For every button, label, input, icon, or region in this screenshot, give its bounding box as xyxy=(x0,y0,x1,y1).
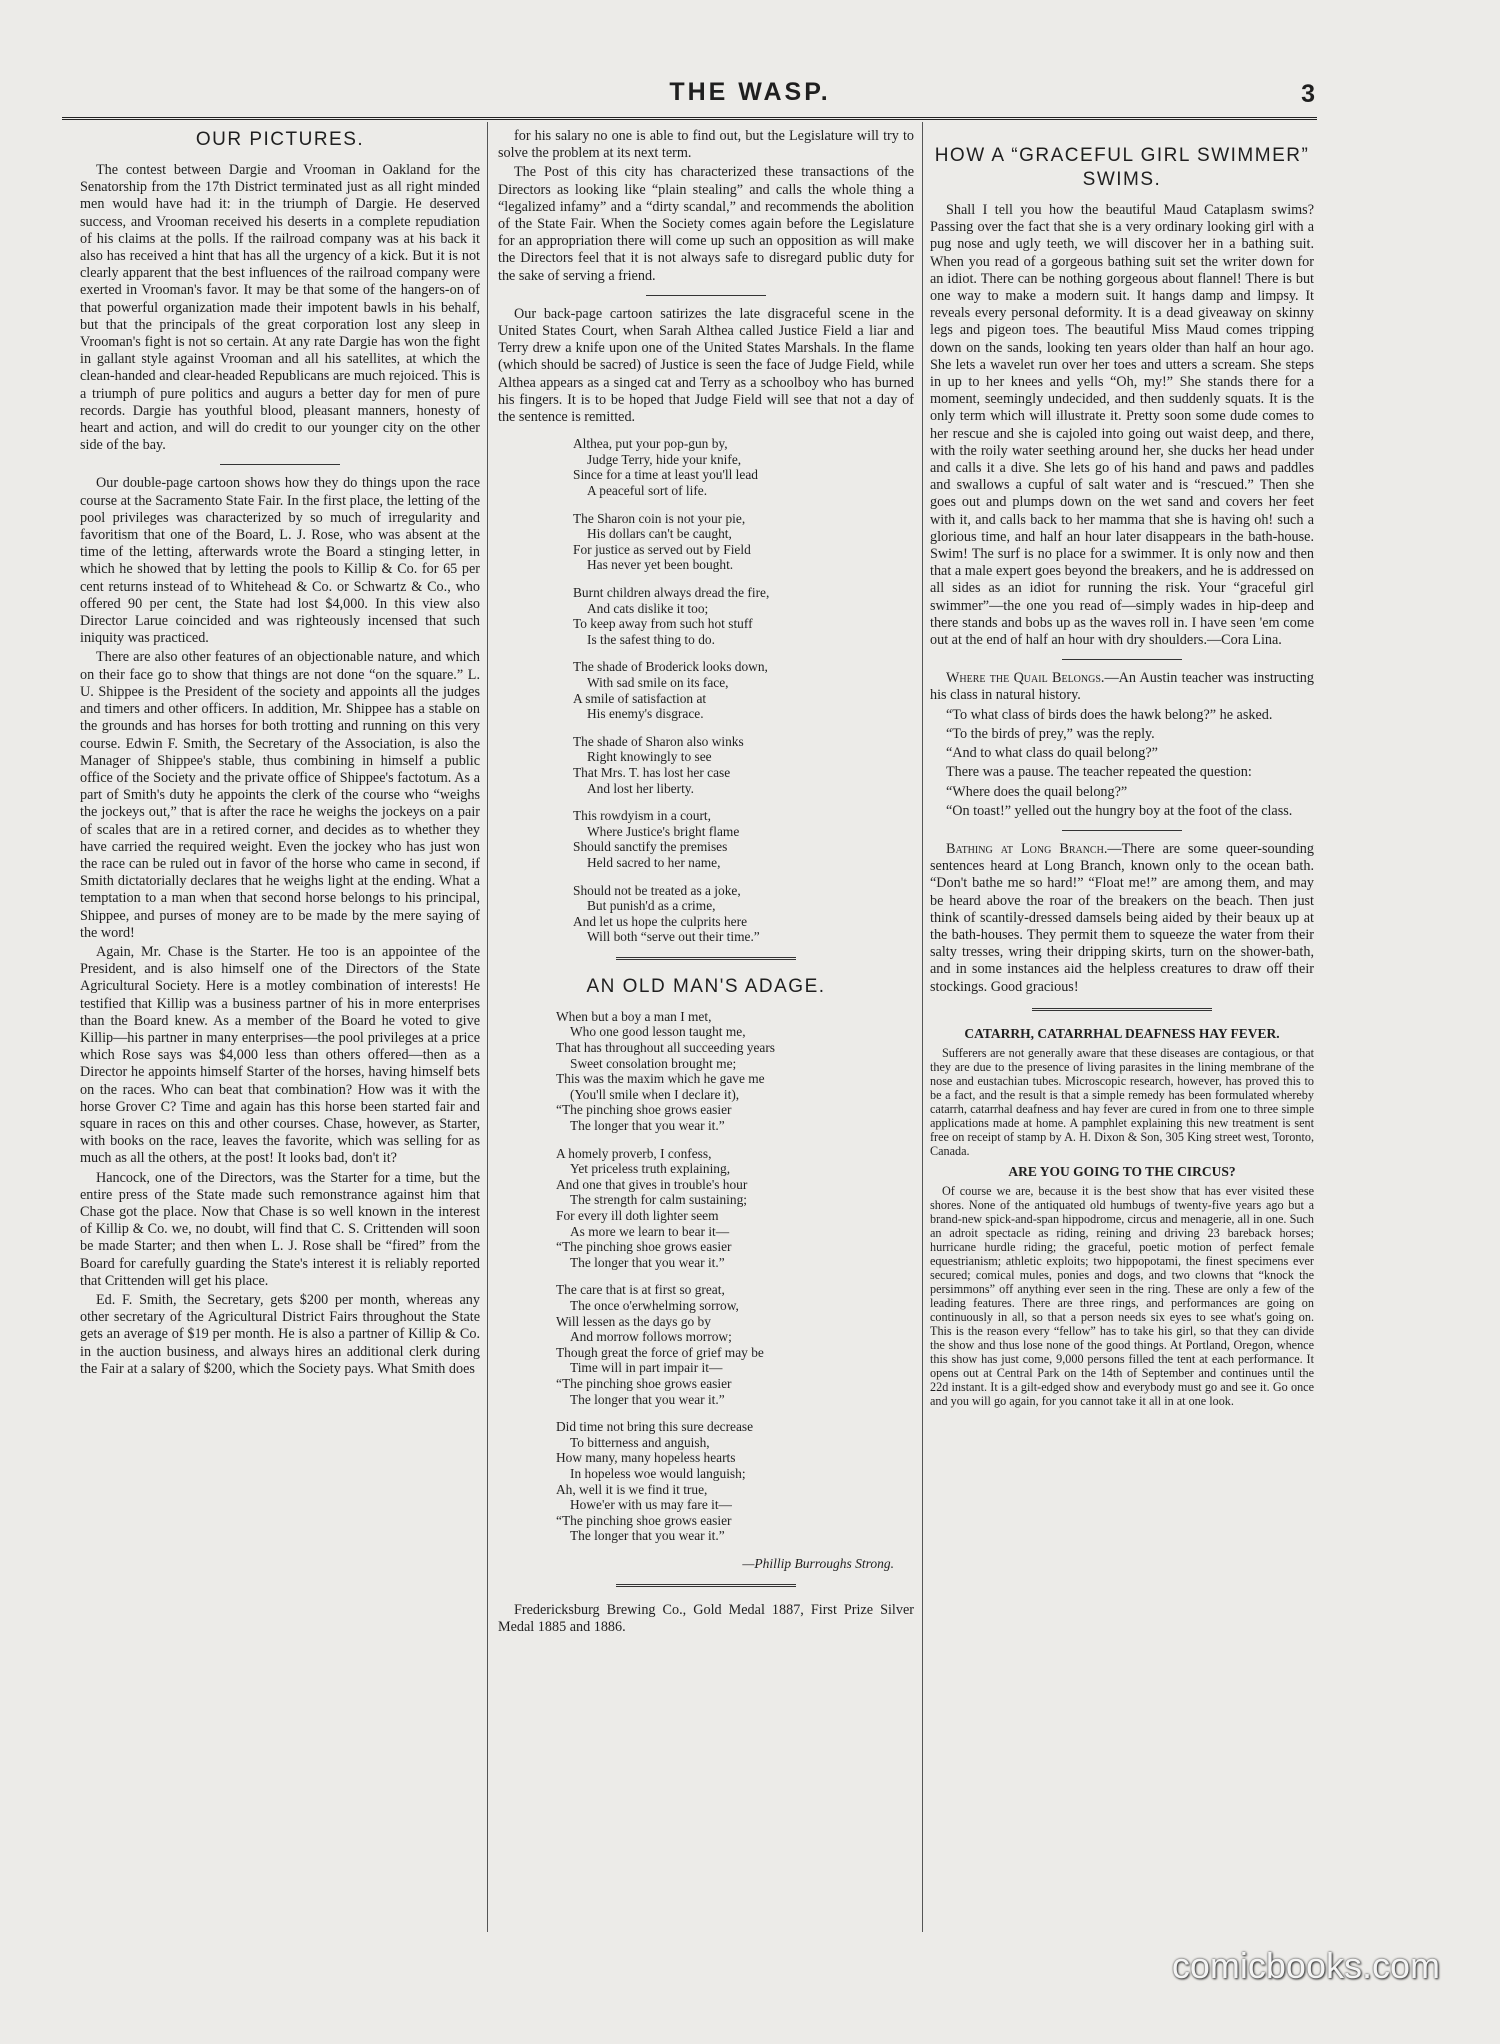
old-mans-adage-heading: AN OLD MAN'S ADAGE. xyxy=(586,975,826,997)
poem-stanza xyxy=(556,1146,914,1271)
poem-line: Should sanctify the premises xyxy=(573,839,728,855)
poem-line: Is the safest thing to do. xyxy=(587,631,715,647)
poem-line: Judge Terry, hide your knife, xyxy=(587,451,742,467)
section-divider xyxy=(1062,830,1182,831)
poem-stanza xyxy=(556,1009,914,1134)
poem-line: For justice as served out by Field xyxy=(573,541,751,557)
graceful-girl-swimmer-body xyxy=(930,202,1314,649)
quail-dialogue-line: “Where does the quail belong?” xyxy=(946,783,1128,800)
poem-stanza xyxy=(573,734,914,796)
poem-line: Has never yet been bought. xyxy=(587,557,734,573)
circus-ad-body: Of course we are, because it is the best show that has ever visited these shores. None of the antiquated old humbugs of twenty-five years ago but a brand-new spick-and-span hippodrome, circus and menagerie, all in one. Such an adroit spectacle as riding, reining and driving 23 bareback horses; hurricane hurdle riding; the graceful, poetic motion of perfect female equestrianism; athletic exploits; two hippopotami, the finest specimens ever secured; comical mules, ponies and dogs, and two clowns that “knock the persimmons” off anything ever seen in the ring. These are only a few of the leading features. There are three rings, and performances are going on continuously in all, so that a person needs six eyes to see what's going on. This is the reason every “fellow” has to take his girl, so that they can divide the show and thus lose none of the good things. At Portland, Oregon, whence this show has just come, 9,000 persons filled the tent at each performance. It opens out at Central Park on the 14th of September and continues until the 22d instant. It is a gilt-edged show and everybody must go and see it. Go once and you will go again, for you cannot take it all in at one look. xyxy=(930,1183,1314,1408)
poem-line: This rowdyism in a court, xyxy=(573,808,711,824)
poem-line: Will lessen as the days go by xyxy=(556,1313,711,1329)
our-pictures-body xyxy=(80,475,480,1378)
poem-line: Sweet consolation brought me; xyxy=(570,1055,737,1071)
poem-stanza xyxy=(573,883,914,945)
quail-dialogue-line: “To what class of birds does the hawk belong?” he asked. xyxy=(946,706,1273,723)
poem-line: Burnt children always dread the fire, xyxy=(573,585,770,600)
poem-line: The Sharon coin is not your pie, xyxy=(573,510,746,526)
old-mans-adage-poem xyxy=(498,1009,914,1544)
poem-stanza xyxy=(573,585,914,647)
poem-line: For every ill doth lighter seem xyxy=(556,1208,719,1223)
poem-line: A homely proverb, I confess, xyxy=(556,1145,712,1161)
poem-line: As more we learn to bear it— xyxy=(570,1223,730,1239)
poem-line: When but a boy a man I met, xyxy=(556,1008,712,1024)
bathing-item xyxy=(930,841,1314,996)
poem-line: Held sacred to her name, xyxy=(587,854,721,870)
poem-line: “The pinching shoe grows easier xyxy=(556,1512,732,1528)
column-rule-1 xyxy=(487,122,488,1932)
our-pictures-intro xyxy=(80,162,480,454)
poem-line: The strength for calm sustaining; xyxy=(570,1192,748,1208)
back-page-cartoon-paragraph xyxy=(498,306,914,426)
poem-line: (You'll smile when I declare it), xyxy=(570,1086,740,1102)
section-divider xyxy=(616,957,796,963)
poem-line: How many, many hopeless hearts xyxy=(556,1450,736,1466)
poem-line: That has throughout all succeeding years xyxy=(556,1040,776,1056)
column-rule-2 xyxy=(922,122,923,1932)
quail-dialogue-line: “To the birds of prey,” was the reply. xyxy=(946,725,1155,742)
poem-line: Will both “serve out their time.” xyxy=(587,929,760,945)
watermark: comicbooks.com xyxy=(1171,1945,1440,1986)
poem-line: And lost her liberty. xyxy=(587,780,694,796)
poem-line: With sad smile on its face, xyxy=(587,674,729,690)
quail-dialogue-line: “On toast!” yelled out the hungry boy at the foot of the class. xyxy=(946,802,1293,819)
poem-line: The longer that you wear it.” xyxy=(570,1254,725,1270)
quail-dialogue xyxy=(930,707,1314,820)
paragraph: There are also other features of an objectionable nature, and which on their face go to show that things are not done “on the square.” L. U. Shippee is the President of the society and appoints all the judges and timers and other officers. In addition, Mr. Shippee has a stable on the grounds and has horses for both trotting and running on this very course. Edwin F. Smith, the Secretary of the Association, is also the Manager of Shippee's stable, thus combining in himself a public office of the Society and the private office of Shippee's factotum. As a part of Smith's duty he appoints the clerk of the course who “weighs the jockeys out,” that is after the race he weighs the jockeys on a pair of scales that are in a retired corner, and decides as to whether they have carried the required weight. Even the jockey who has just won the race can be ruled out in favor of the horse who came in second, if Smith dictatorially declares that he weighs light at the ending. What a temptation to a man when that second horse belongs to his principal, Shippee, and purses of money are to be made by the mere saying of the word! xyxy=(80,649,480,941)
quail-item-text: —An Austin teacher was instructing his class in natural history. xyxy=(930,670,1314,704)
paragraph: Ed. F. Smith, the Secretary, gets $200 per month, whereas any other secretary of the Agricultural District Fairs throughout the State gets an average of $19 per month. He is also a partner of Killip & Co. in the auction business, and always hires an additional clerk during the Fair at a salary of $200, which the Society pays. What Smith does xyxy=(80,1292,480,1377)
poem-line: But punish'd as a crime, xyxy=(587,898,716,914)
poem-stanza xyxy=(556,1282,914,1407)
column-1 xyxy=(80,128,480,1928)
graceful-girl-swimmer-heading: HOW A “GRACEFUL GIRL SWIMMER” SWIMS. xyxy=(934,145,1310,190)
section-divider xyxy=(1062,659,1182,660)
poem-line: His dollars can't be caught, xyxy=(587,526,732,542)
poem-line: His enemy's disgrace. xyxy=(587,706,704,722)
poem-line: Should not be treated as a joke, xyxy=(573,882,741,898)
fredericksburg-brewing-ad: Fredericksburg Brewing Co., Gold Medal 1887, First Prize Silver Medal 1885 and 1886. xyxy=(498,1601,914,1635)
poem-stanza xyxy=(556,1419,914,1544)
quail-item-title: Where the Quail Belongs. xyxy=(946,670,1105,687)
poem-line: Who one good lesson taught me, xyxy=(570,1024,746,1040)
poem-line: That Mrs. T. has lost her case xyxy=(573,764,731,780)
poem-line: A peaceful sort of life. xyxy=(587,483,708,499)
althea-poem xyxy=(498,436,914,945)
paragraph: Again, Mr. Chase is the Starter. He too is an appointee of the President, and is also himself one of the Directors of the State Agricultural Society. Here is a motley combination of interests! He testified that Killip was a business partner of his in more enterprises than the Board knew. As a member of the Board he voted to give Killip—his partner in many enterprises—the pool privileges at a price which Rose says was $4,000 less than others offered—then as a Director he appoints himself Starter of the horses, having himself bets on the races. Who can beat that combination? How was it with the horse Grover C? Time and again has this horse been started fair and square in races on this and other courses. Chase, however, as Starter, with books on the race, leaves the favorite, which was selling for as much as all the others, at the post! It looks bad, don't it? xyxy=(80,943,480,1167)
poem-line: This was the maxim which he gave me xyxy=(556,1071,765,1087)
section-divider xyxy=(646,295,766,296)
paragraph: for his salary no one is able to find out, but the Legislature will try to solve the problem at its next term. xyxy=(498,128,914,162)
catarrh-ad-body: Sufferers are not generally aware that these diseases are contagious, or that they are due to the presence of living parasites in the lining membrane of the nose and eustachian tubes. Microscopic research, however, has proved this to be a fact, and the result is that a simple remedy has been formulated whereby catarrh, catarrhal deafness and hay fever are cured in from one to three simple applications made at home. A pamphlet explaining this new treatment is sent free on receipt of stamp by A. H. Dixon & Son, 305 King street west, Toronto, Canada. xyxy=(930,1045,1314,1158)
poem-line: The shade of Broderick looks down, xyxy=(573,659,768,675)
poem-line: And morrow follows morrow; xyxy=(570,1329,732,1345)
poem-line: “The pinching shoe grows easier xyxy=(556,1239,732,1255)
column-3 xyxy=(930,128,1314,1928)
our-pictures-heading: OUR PICTURES. xyxy=(195,129,365,150)
paragraph: Our back-page cartoon satirizes the late disgraceful scene in the United States Court, when Sarah Althea called Justice Field a liar and Terry drew a knife upon one of the United States Marshals. In the flame (which should be sacred) of Justice is seen the face of Judge Field, while Althea appears as a singed cat and Terry as a schoolboy who has burned his fingers. It is to be hoped that Judge Field will see that not a day of the sentence is remitted. xyxy=(498,305,914,426)
poem-line: Though great the force of grief may be xyxy=(556,1344,764,1360)
poem-line: Time will in part impair it— xyxy=(570,1360,723,1376)
post-paragraphs xyxy=(498,128,914,285)
poem-line: To keep away from such hot stuff xyxy=(573,616,753,632)
masthead-title: THE WASP. xyxy=(669,78,831,106)
column-2 xyxy=(498,128,914,1928)
poem-line: The longer that you wear it.” xyxy=(570,1391,725,1407)
paragraph: Our double-page cartoon shows how they do things upon the race course at the Sacramento State Fair. In the first place, the letting of the pool privileges was characterized by so much of irregularity and favoritism that one of the Board, L. J. Rose, who was absent at the time of the letting, afterwards wrote the Board a stinging letter, in which he showed that by letting the pools to Killip & Co. for 65 per cent returns instead of to Whitehead & Co. or Schwartz & Co., who offered 90 per cent, the State had lost $4,000. In this view also Director Larue coincided and was righteously incensed that such iniquity was practiced. xyxy=(80,475,480,647)
poem-line: “The pinching shoe grows easier xyxy=(556,1102,732,1118)
poem-line: And cats dislike it too; xyxy=(587,600,709,616)
paragraph: Shall I tell you how the beautiful Maud Cataplasm swims? Passing over the fact that she is a very ordinary looking girl with a pug nose and ugly teeth, we will discover her in a bathing suit. When you read of a gorgeous bathing suit set the writer down for an idiot. There can be nothing gorgeous about flannel! There is but one way to make a modern suit. It hangs damp and limpsy. It reveals every personal deformity. It is a dead giveaway on skinny legs and pigeon toes. The beautiful Miss Maud comes tripping down on the sands, looking ten years older than half an hour ago. She lets a wavelet run over her toes and utters a scream. She steps in up to her knees and yells “Oh, my!” She stands there for a moment, seemingly undecided, and then suddenly squats. It is the only term which will illustrate it. Pretty soon some dude comes to her rescue and she is cajoled into going out waist deep, and there, with the roily water seething around her, she ducks her head under and calls it a dive. She lets go of his hand and paws and paddles and swallows a cupful of salt water and is “rescued.” Then she goes out and plumps down on the wet sand and covers her feet with it, and calls back to her mamma that she is having oh! such a glorious time, and half an hour later disappears in the bath-house. Swim! The surf is no place for a swimmer. It is only now and then that a male expert goes beyond the breakers, and he is addressed on all sides as an idiot for running the risk. Your “graceful girl swimmer”—the one you read of—simply wades in hip-deep and there stands and bobs up as the waves roll in. I have seen 'em come out at the end of half an hour with dry shoulders.—Cora Lina. xyxy=(930,202,1314,649)
bathing-item-title: Bathing at Long Branch. xyxy=(946,840,1108,857)
section-divider xyxy=(220,464,340,465)
poem-line: And let us hope the culprits here xyxy=(573,913,748,929)
poem-line: Ah, well it is we find it true, xyxy=(556,1481,708,1497)
poem-line: The shade of Sharon also winks xyxy=(573,733,744,749)
masthead-rule xyxy=(62,117,1317,124)
catarrh-ad-heading: CATARRH, CATARRHAL DEAFNESS HAY FEVER. xyxy=(964,1025,1280,1041)
paragraph: The contest between Dargie and Vrooman in Oakland for the Senatorship from the 17th District terminated just as all right minded men would have had it: in the triumph of Dargie. He deserved success, and Vrooman received his deserts in a complete repudiation of his claims at the polls. If the railroad company was at his back it also has received a hint that has all the urgency of a kick. But it is not clearly apparent that the best influences of the railroad company were exerted in Vrooman's favor. It may be that some of the hangers-on of that powerful organization made their impotent bawls in his behalf, but that the principals of the great corporation lost any sleep in Vrooman's fight is not so certain. At any rate Dargie has won the fight in gallant style against Vrooman and all his satellites, at which the clean-handed and clear-headed Republicans are much rejoiced. This is a triumph of pure politics and augurs a better day for men of pure records. Dargie has youthful blood, pleasant manners, honesty of heart and action, and will do credit to our younger city on the other side of the bay. xyxy=(80,162,480,454)
circus-ad-heading: ARE YOU GOING TO THE CIRCUS? xyxy=(1008,1163,1236,1179)
poem-line: The longer that you wear it.” xyxy=(570,1118,725,1134)
poem-line: The once o'erwhelming sorrow, xyxy=(570,1297,739,1313)
poem-line: Althea, put your pop-gun by, xyxy=(573,436,728,452)
poem-stanza xyxy=(573,808,914,870)
section-divider xyxy=(616,1584,796,1590)
paragraph: The Post of this city has characterized these transactions of the Directors as looking like “plain stealing” and calls the whole thing a “legalized infamy” and a “dirty scandal,” and recommends the abolition of the State Fair. When the Society comes again before the Legislature for an appropriation there will come up such an opposition as will make the Directors feel that it is not always safe to disregard public duty for the sake of serving a friend. xyxy=(498,164,914,284)
quail-dialogue-line: There was a pause. The teacher repeated the question: xyxy=(946,764,1252,781)
poem-stanza xyxy=(573,659,914,721)
poem-line: Since for a time at least you'll lead xyxy=(573,467,758,483)
section-divider xyxy=(1032,1008,1212,1014)
poem-line: The longer that you wear it.” xyxy=(570,1528,725,1544)
catarrh-ad xyxy=(930,1026,1314,1408)
poem-line: Where Justice's bright flame xyxy=(587,823,740,839)
bathing-item-text: —There are some queer-sounding sentences heard at Long Branch, known only to the ocean bath. “Don't bathe me so hard!” “Float me!” are among them, and may be heard above the roar of the breakers on the beach. Then just think of scantily-dressed damsels being aided by their beaux up at the bath-houses. They permit them to squeeze the water from their salty tresses, wring their dripping skirts, turn on the shower-bath, and in some instances aid the helpless creatures to draw off their stockings. Good gracious! xyxy=(930,840,1314,995)
poem-line: To bitterness and anguish, xyxy=(570,1434,710,1450)
quail-dialogue-line: “And to what class do quail belong?” xyxy=(946,745,1158,762)
poem-line: A smile of satisfaction at xyxy=(573,690,707,706)
quail-item-lead xyxy=(930,670,1314,704)
poem-line: The care that is at first so great, xyxy=(556,1282,725,1298)
poem-line: Yet priceless truth explaining, xyxy=(570,1161,731,1177)
poem-line: Howe'er with us may fare it— xyxy=(570,1497,732,1513)
poem-line: Right knowingly to see xyxy=(587,749,712,765)
poem-line: In hopeless woe would languish; xyxy=(570,1465,746,1481)
poem-line: And one that gives in trouble's hour xyxy=(556,1176,748,1192)
poem-stanza xyxy=(573,511,914,573)
poem-signature: —Phillip Burroughs Strong. xyxy=(742,1555,894,1571)
poem-line: Did time not bring this sure decrease xyxy=(556,1419,754,1435)
poem-line: “The pinching shoe grows easier xyxy=(556,1375,732,1391)
page-number: 3 xyxy=(1301,80,1315,108)
paragraph: Hancock, one of the Directors, was the Starter for a time, but the entire press of the State made such remonstrance against him that Chase got the place. Now that Chase is so well known in the interest of Killip & Co. we, no doubt, will find that C. S. Crittenden will soon be made Starter; and then when L. J. Rose shall be “fired” from the Board for carefully guarding the State's interest it is reliably reported that Crittenden will get his place. xyxy=(80,1169,480,1289)
poem-stanza xyxy=(573,436,914,498)
